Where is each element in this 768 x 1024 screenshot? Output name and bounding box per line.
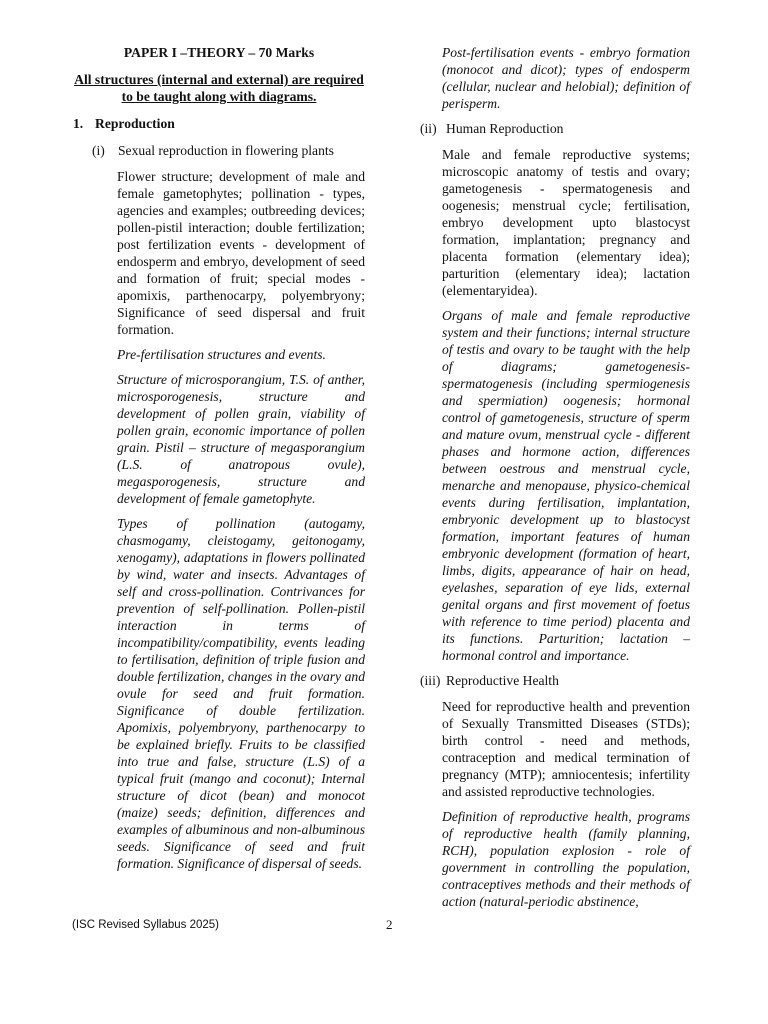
subsection-title-3: Reproductive Health [446, 673, 559, 688]
paragraph-microsporangium: Structure of microsporangium, T.S. of anther, microsporogenesis, structure and development of pollen grain, viability of pollen grain, economic importance of pollen grain. Pistil – structure of megasporangium (L.S. of anatropous ovule), megasporogenesis, structure and development of female gametophyte. [117, 372, 365, 506]
subsection-number-1: (i) [92, 143, 105, 158]
paragraph-pollination-types: Types of pollination (autogamy, chasmogamy, cleistogamy, geitonogamy, xenogamy), adaptations in flowers pollinated by wind, water and insects. Advantages of self and cross-pollination. Contrivances for prevention of self-pollination. Pollen-pistil interaction in terms of incompatibility/compatibility, events leading to fertilisation, definition of triple fusion and double fertilization, changes in the ovary and ovule for seed and fruit formation. Significance of double fertilization. Apomixis, polyembryony, parthenocarpy to be explained briefly. Fruits to be classified into true and false, structure (L.S) of a typical fruit (mango and coconut); Internal structure of dicot (bean) and monocot (maize) seeds; definition, differences and examples of albuminous and non-albuminous seeds. Significance of seed and fruit formation. Significance of dispersal of seeds. [117, 516, 365, 871]
section-title: Reproduction [95, 116, 175, 131]
subsection-heading-3 [420, 672, 690, 689]
section-number: 1. [73, 116, 84, 131]
paragraph-organs: Organs of male and female reproductive system and their functions; internal structure of testis and ovary to be taught with the help of diagrams; gametogenesis- spermatogenesis (including spermiogenesis and spermiation) oogenesis; hormonal control of gametogenesis, structure of sperm and mature ovum, menstrual cycle - different phases and hormone action, differences between oestrous and menstrual cycle, menarche and menopause, physico-chemical events during fertilisation, implantation, embryonic development up to blastocyst formation, important features of human embryonic development (formation of heart, limbs, digits, appearance of hair on head, eyelashes, separation of eye lids, external genital organs and first movement of foetus with reference to time period) placenta and its functions. Parturition; lactation – hormonal control and importance. [442, 308, 690, 663]
subsection-title-2: Human Reproduction [446, 121, 564, 136]
paper-subtitle: All structures (internal and external) are required to be taught along with diagrams. [74, 72, 364, 104]
paragraph-post-fertilisation: Post-fertilisation events - embryo formation (monocot and dicot); types of endosperm (cellular, nuclear and helobial); definition of perisperm. [442, 45, 690, 111]
section-heading [73, 115, 365, 132]
subsection-heading-1 [92, 142, 365, 159]
right-column [420, 44, 690, 918]
subsection-number-3: (iii) [420, 673, 441, 688]
paragraph-prefertilisation-heading: Pre-fertilisation structures and events. [117, 347, 326, 362]
page-number: 2 [386, 917, 393, 932]
subsection-title-1: Sexual reproduction in flowering plants [118, 143, 334, 158]
paragraph-flower-structure: Flower structure; development of male and female gametophytes; pollination - types, agencies and examples; outbreeding devices; pollen-pistil interaction; double fertilization; post fertilization events - development of endosperm and embryo, development of seed and formation of fruit; special modes - apomixis, parthenocarpy, polyembryony; Significance of seed dispersal and fruit formation. [117, 169, 365, 337]
subsection-heading-2 [420, 120, 690, 137]
paragraph-health-definition: Definition of reproductive health, programs of reproductive health (family planning, RCH), population explosion - role of government in controlling the population, contraceptives methods and their methods of action (natural-periodic abstinence, [442, 809, 690, 909]
paper-title: PAPER I –THEORY – 70 Marks [123, 45, 315, 60]
paragraph-reproductive-health: Need for reproductive health and prevention of Sexually Transmitted Diseases (STDs); birth control - need and methods, contraception and medical termination of pregnancy (MTP); amniocentesis; infertility and assisted reproductive technologies. [442, 699, 690, 799]
subsection-number-2: (ii) [420, 121, 437, 136]
left-column [73, 44, 365, 880]
footer-syllabus-label: (ISC Revised Syllabus 2025) [72, 919, 220, 931]
paragraph-reproductive-systems: Male and female reproductive systems; microscopic anatomy of testis and ovary; gametogenesis - spermatogenesis and oogenesis; menstrual cycle; fertilisation, embryo development upto blastocyst formation, implantation; pregnancy and placenta formation (elementary idea); parturition (elementary idea); lactation (elementaryidea). [442, 147, 690, 298]
